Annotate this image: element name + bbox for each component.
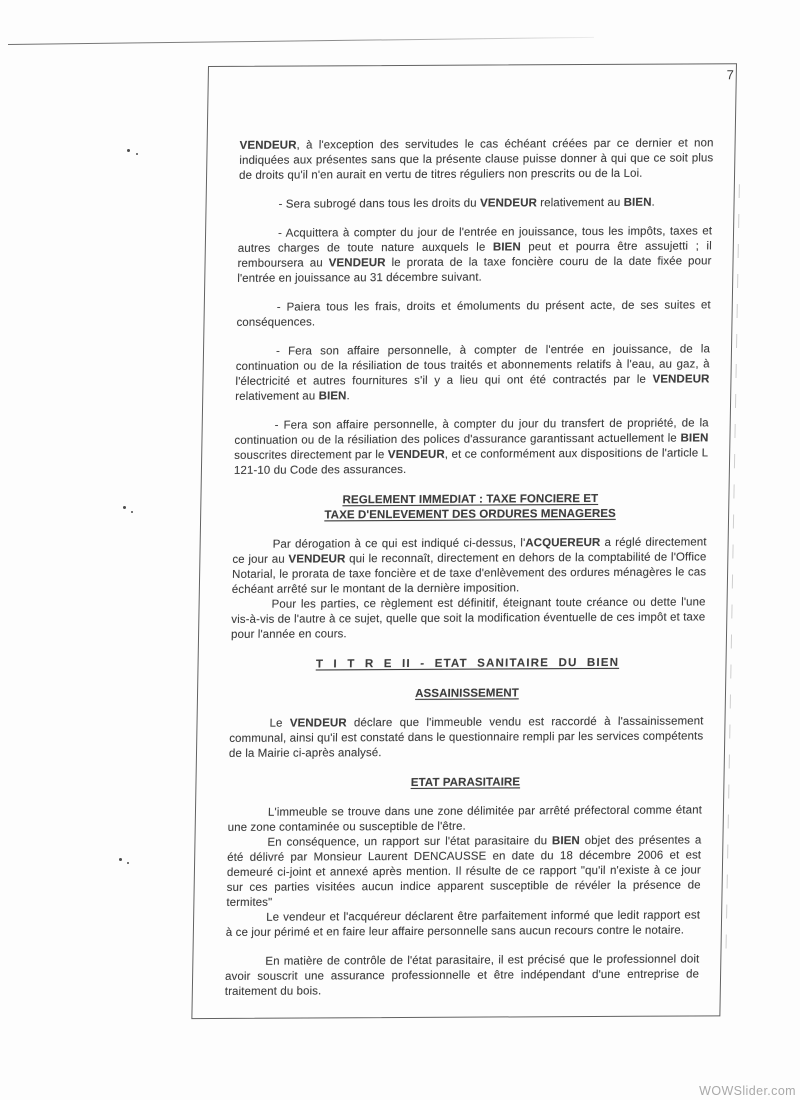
section-heading-text: ETAT PARASITAIRE xyxy=(410,776,521,789)
paragraph-text: qui le reconnaît, directement en dehors de la comptabilité de l'Office Notarial, le prorata de taxe foncière et de taxe d'enlèvement des ordures ménagères le cas échéant arrêté sur le montant de la dernière imposition. xyxy=(231,551,707,596)
emphasized-term: BIEN xyxy=(492,241,521,254)
emphasized-term: VENDEUR xyxy=(652,373,710,386)
paragraph-text: , à l'exception des servitudes le cas échéant créées par ce dernier et non indiquées aux présentes sans que la présente clause puisse donner à qui que ce soit plus de droits qu'il n'en aurait en vertu de titres réguliers non prescrits ou de la Loi. xyxy=(238,137,714,182)
scan-speckle xyxy=(136,153,138,155)
paragraph-text: . xyxy=(346,390,350,403)
emphasized-term: ACQUEREUR xyxy=(525,536,601,550)
document-content xyxy=(225,122,714,1000)
paragraph-text: En matière de contrôle de l'état parasitaire, il est précisé que le professionnel doit avoir souscrit une assurance professionnelle et être indépendant d'une entreprise de traitement du bois. xyxy=(224,953,700,998)
paragraph xyxy=(235,342,710,404)
paragraph xyxy=(225,952,700,999)
emphasized-term: VENDEUR xyxy=(239,139,297,152)
paragraph xyxy=(226,833,701,910)
paragraph-text: objet des présentes a été délivré par Monsieur Laurent DENCAUSSE en date du 18 décembre 2006 et est demeuré ci-joint et annexé après mention. Il résulte de ce rapport "qu'il n'existe à ce jour sur ces parties visitées aucun indice apparent susceptible de révéler la présence de termites" xyxy=(226,834,702,909)
paragraph-text: - Paiera tous les frais, droits et émoluments du présent acte, de ses suites et conséquences. xyxy=(236,299,711,329)
section-heading xyxy=(230,655,704,672)
section-heading xyxy=(230,685,704,702)
section-heading-line xyxy=(230,685,704,702)
section-heading-text: TAXE D'ENLEVEMENT DES ORDURES MENAGERES xyxy=(324,507,616,522)
paragraph-text: , et ce conformément aux dispositions de l'article L 121-10 du Code des assurances. xyxy=(233,447,709,477)
paragraph-text: a réglé directement ce jour au xyxy=(232,536,707,566)
scan-speckle xyxy=(131,511,133,513)
document-page-frame xyxy=(191,63,737,1019)
scan-speckle xyxy=(127,149,130,152)
section-heading-line xyxy=(228,774,702,791)
paragraph-text: - Fera son affaire personnelle, à compter de l'entrée en jouissance, de la continuation ou de la résiliation de tous traités et abonnements relatifs à l'eau, au gaz, à l'électricité et autres fournitures s'il y a lieu qui ont été contractés par le xyxy=(235,343,711,388)
paragraph-text: relativement au xyxy=(235,390,319,403)
paragraph-text: le prorata de la taxe foncière couru de la date fixée pour l'entrée en jouissance au 31 décembre suivant. xyxy=(237,255,712,285)
scan-speckle xyxy=(123,506,126,509)
paragraph-text: - Fera son affaire personnelle, à compter du jour du transfert de propriété, de la continuation ou de la résiliation des polices d'assurance garantissant actuellement le xyxy=(234,417,709,447)
paragraph-text: déclare que l'immeuble vendu est raccordé à l'assainissement communal, ainsi qu'il est constaté dans le questionnaire rempli par les services compétents de la Mairie ci-après analysé. xyxy=(228,715,704,760)
section-heading-text: ASSAINISSEMENT xyxy=(415,687,519,700)
paragraph xyxy=(234,416,709,478)
emphasized-term: VENDEUR xyxy=(289,717,347,730)
watermark: WOWSlider.com xyxy=(699,1084,796,1098)
paragraph xyxy=(231,595,706,642)
paragraph xyxy=(226,908,701,940)
paragraph-text: Pour les parties, ce règlement est définitif, éteignant toute créance ou dette l'une vis-à-vis de l'autre à ce sujet, quelle que soit la modification éventuelle de ces impôt et taxe pour l'année en cours. xyxy=(230,596,706,641)
emphasized-term: VENDEUR xyxy=(288,553,346,566)
paragraph xyxy=(237,224,712,286)
scan-speckle xyxy=(127,862,129,864)
paragraph-text: - Acquittera à compter du jour de l'entrée en jouissance, tous les impôts, taxes et autres charges de toute nature auxquels le xyxy=(237,225,713,255)
scan-artifact-line xyxy=(8,37,594,45)
section-heading xyxy=(233,491,708,523)
emphasized-term: BIEN xyxy=(551,835,580,848)
section-heading-text: REGLEMENT IMMEDIAT : TAXE FONCIERE ET xyxy=(342,492,599,507)
section-heading-line xyxy=(233,506,707,523)
paragraph-text: - Sera subrogé dans tous les droits du xyxy=(278,197,481,211)
paragraph xyxy=(229,714,704,761)
paragraph xyxy=(238,195,712,212)
emphasized-term: BIEN xyxy=(680,432,709,445)
paragraph xyxy=(232,535,707,597)
paragraph-text: . xyxy=(651,196,655,209)
emphasized-term: BIEN xyxy=(318,390,347,403)
section-heading-text: T I T R E II - ETAT SANITAIRE DU BIEN xyxy=(315,656,620,671)
paragraph xyxy=(239,136,714,183)
section-heading xyxy=(228,774,702,791)
paragraph-text: souscrites directement par le xyxy=(234,449,388,462)
emphasized-term: VENDEUR xyxy=(479,197,538,210)
paragraph-text: L'immeuble se trouve dans une zone délimitée par arrêté préfectoral comme étant une zone contaminée ou susceptible de l'être. xyxy=(227,804,703,834)
paragraph-text: Par dérogation à ce qui est indiqué ci-dessus, l' xyxy=(272,537,526,551)
paragraph-text: relativement au xyxy=(536,196,624,210)
paragraph xyxy=(228,803,703,835)
scan-speckle xyxy=(119,858,122,861)
paragraph-text: Le vendeur et l'acquéreur déclarent être parfaitement informé que ledit rapport est à ce jour périmé et en faire leur affaire personnelle sans aucun recours contre le notaire. xyxy=(225,909,701,939)
paragraph-text: En conséquence, un rapport sur l'état parasitaire du xyxy=(267,835,553,849)
emphasized-term: VENDEUR xyxy=(387,448,445,462)
emphasized-term: BIEN xyxy=(623,196,652,209)
paragraph xyxy=(236,298,711,330)
page-number: 7 xyxy=(726,67,734,83)
paragraph-text: peut et pourra être assujetti ; il remboursera au xyxy=(237,240,712,270)
section-heading-line xyxy=(230,655,704,672)
paragraph-text: Le xyxy=(269,717,290,730)
emphasized-term: VENDEUR xyxy=(328,257,386,270)
